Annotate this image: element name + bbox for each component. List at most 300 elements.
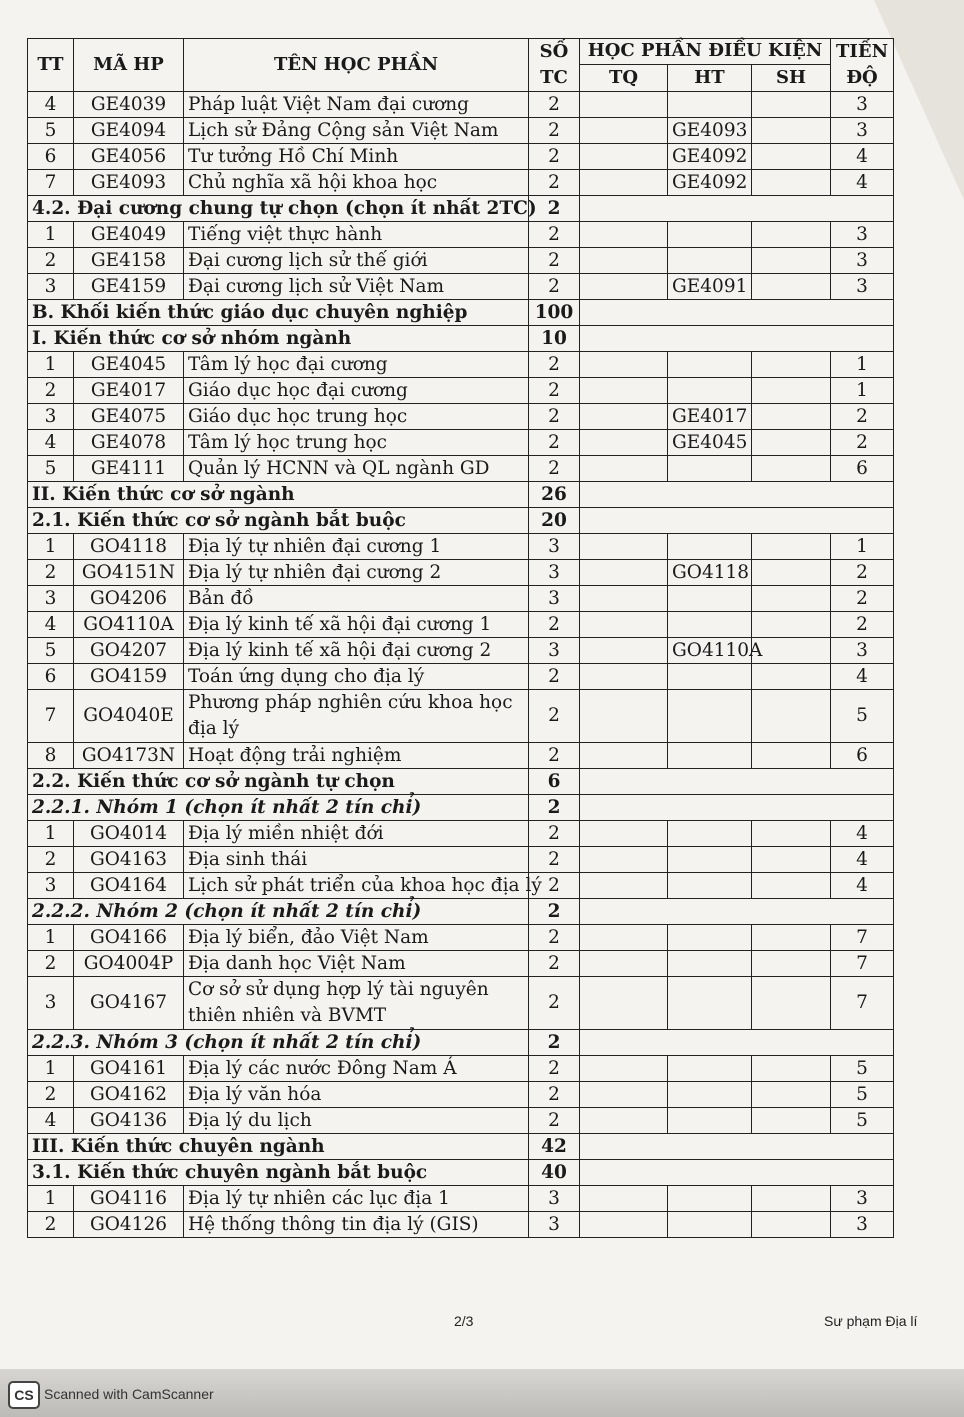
cell-ten-hp: Địa lý kinh tế xã hội đại cương 2 <box>184 638 529 664</box>
section-title: 2.2.1. Nhóm 1 (chọn ít nhất 2 tín chỉ) <box>28 795 529 821</box>
table-row <box>28 404 894 430</box>
cell-tq <box>580 873 668 899</box>
cell-tien-do: 3 <box>831 1186 894 1212</box>
cell-ten-hp: Địa lý du lịch <box>184 1108 529 1134</box>
table-row <box>28 586 894 612</box>
cell-tien-do: 2 <box>831 612 894 638</box>
section-empty-cell <box>580 326 894 352</box>
cell-tien-do: 5 <box>831 1082 894 1108</box>
cell-tien-do: 3 <box>831 274 894 300</box>
section-row <box>28 326 894 352</box>
cell-ht <box>668 925 752 951</box>
cell-sh <box>752 144 831 170</box>
cell-ht <box>668 456 752 482</box>
cell-so-tc: 2 <box>529 925 580 951</box>
cell-ht <box>668 1186 752 1212</box>
section-row <box>28 482 894 508</box>
section-title: 3.1. Kiến thức chuyên ngành bắt buộc <box>28 1160 529 1186</box>
cell-ten-hp: Hệ thống thông tin địa lý (GIS) <box>184 1212 529 1238</box>
cell-sh <box>752 534 831 560</box>
header-hp-dieu-kien: HỌC PHẦN ĐIỀU KIỆN <box>580 39 831 65</box>
cell-tien-do: 5 <box>831 1108 894 1134</box>
cell-tien-do: 3 <box>831 222 894 248</box>
cell-tq <box>580 821 668 847</box>
cell-ma-hp: GO4164 <box>74 873 184 899</box>
cell-so-tc: 3 <box>529 1186 580 1212</box>
cell-sh <box>752 222 831 248</box>
cell-ma-hp: GO4126 <box>74 1212 184 1238</box>
cell-tien-do: 1 <box>831 534 894 560</box>
cell-ht <box>668 352 752 378</box>
cell-ten-hp: Địa lý văn hóa <box>184 1082 529 1108</box>
section-credits: 2 <box>529 196 580 222</box>
cell-sh <box>752 925 831 951</box>
cell-so-tc: 3 <box>529 534 580 560</box>
section-empty-cell <box>580 508 894 534</box>
section-title: B. Khối kiến thức giáo dục chuyên nghiệp <box>28 300 529 326</box>
cell-ht: GE4091 <box>668 274 752 300</box>
header-tien-do: TIẾN ĐỘ <box>831 39 894 92</box>
cell-tt: 2 <box>28 248 74 274</box>
cell-so-tc: 2 <box>529 378 580 404</box>
section-title: I. Kiến thức cơ sở nhóm ngành <box>28 326 529 352</box>
table-row <box>28 743 894 769</box>
cell-ht <box>668 847 752 873</box>
cell-ma-hp: GO4136 <box>74 1108 184 1134</box>
cell-ten-hp: Chủ nghĩa xã hội khoa học <box>184 170 529 196</box>
table-row <box>28 248 894 274</box>
cell-tq <box>580 352 668 378</box>
cell-ma-hp: GO4166 <box>74 925 184 951</box>
header-ma-hp: MÃ HP <box>74 39 184 92</box>
cell-tq <box>580 534 668 560</box>
cell-tien-do: 5 <box>831 690 894 743</box>
table-row <box>28 1082 894 1108</box>
cell-ma-hp: GO4207 <box>74 638 184 664</box>
cell-tq <box>580 118 668 144</box>
cell-tt: 3 <box>28 977 74 1030</box>
cell-tien-do: 4 <box>831 170 894 196</box>
cell-ht: GO4110A <box>668 638 752 664</box>
section-empty-cell <box>580 899 894 925</box>
section-row <box>28 1134 894 1160</box>
cell-tien-do: 3 <box>831 92 894 118</box>
table-row <box>28 925 894 951</box>
cell-ten-hp: Hoạt động trải nghiệm <box>184 743 529 769</box>
table-row <box>28 560 894 586</box>
section-empty-cell <box>580 769 894 795</box>
cell-so-tc: 2 <box>529 664 580 690</box>
cell-sh <box>752 170 831 196</box>
cell-tt: 1 <box>28 352 74 378</box>
cell-so-tc: 2 <box>529 248 580 274</box>
cell-ten-hp: Giáo dục học trung học <box>184 404 529 430</box>
cell-ten-hp: Lịch sử Đảng Cộng sản Việt Nam <box>184 118 529 144</box>
cell-sh <box>752 586 831 612</box>
cell-so-tc: 2 <box>529 690 580 743</box>
cell-sh <box>752 1186 831 1212</box>
cell-tq <box>580 690 668 743</box>
cell-tt: 3 <box>28 873 74 899</box>
cell-tien-do: 4 <box>831 847 894 873</box>
cell-tq <box>580 1056 668 1082</box>
cell-sh <box>752 690 831 743</box>
cell-tt: 3 <box>28 586 74 612</box>
cell-ht <box>668 1108 752 1134</box>
cell-ten-hp: Phương pháp nghiên cứu khoa học địa lý <box>184 690 529 743</box>
cell-ten-hp: Địa lý các nước Đông Nam Á <box>184 1056 529 1082</box>
cell-sh <box>752 378 831 404</box>
cell-so-tc: 2 <box>529 222 580 248</box>
cell-tq <box>580 430 668 456</box>
cell-sh <box>752 1108 831 1134</box>
section-empty-cell <box>580 1160 894 1186</box>
section-credits: 42 <box>529 1134 580 1160</box>
section-empty-cell <box>580 1134 894 1160</box>
cell-ma-hp: GE4017 <box>74 378 184 404</box>
cell-tq <box>580 977 668 1030</box>
cell-sh <box>752 612 831 638</box>
table-row <box>28 664 894 690</box>
cell-so-tc: 2 <box>529 847 580 873</box>
cell-tien-do: 1 <box>831 352 894 378</box>
cell-tien-do: 6 <box>831 743 894 769</box>
cell-tq <box>580 847 668 873</box>
section-credits: 10 <box>529 326 580 352</box>
cell-so-tc: 3 <box>529 638 580 664</box>
cell-ten-hp: Địa lý kinh tế xã hội đại cương 1 <box>184 612 529 638</box>
section-title: 4.2. Đại cương chung tự chọn (chọn ít nhất 2TC) <box>28 196 529 222</box>
cell-ht <box>668 534 752 560</box>
cell-so-tc: 2 <box>529 951 580 977</box>
cell-tq <box>580 222 668 248</box>
cell-so-tc: 3 <box>529 586 580 612</box>
cell-tq <box>580 1108 668 1134</box>
cell-ma-hp: GE4045 <box>74 352 184 378</box>
cell-tien-do: 3 <box>831 638 894 664</box>
cell-tt: 3 <box>28 404 74 430</box>
cell-tq <box>580 925 668 951</box>
table-row <box>28 951 894 977</box>
cell-so-tc: 2 <box>529 274 580 300</box>
cell-ten-hp: Đại cương lịch sử Việt Nam <box>184 274 529 300</box>
cell-so-tc: 2 <box>529 430 580 456</box>
cell-tt: 4 <box>28 1108 74 1134</box>
table-row <box>28 847 894 873</box>
cell-tt: 5 <box>28 456 74 482</box>
cell-tien-do: 7 <box>831 951 894 977</box>
table-row <box>28 1108 894 1134</box>
cell-tt: 1 <box>28 222 74 248</box>
cell-tq <box>580 951 668 977</box>
cell-tien-do: 1 <box>831 378 894 404</box>
cell-ten-hp: Tâm lý học đại cương <box>184 352 529 378</box>
cell-tt: 7 <box>28 690 74 743</box>
section-credits: 2 <box>529 795 580 821</box>
cell-ma-hp: GO4173N <box>74 743 184 769</box>
header-ten-hp: TÊN HỌC PHẦN <box>184 39 529 92</box>
table-row <box>28 430 894 456</box>
cell-tq <box>580 1212 668 1238</box>
cell-tt: 2 <box>28 560 74 586</box>
cell-ma-hp: GE4094 <box>74 118 184 144</box>
cell-tien-do: 5 <box>831 1056 894 1082</box>
cell-ten-hp: Toán ứng dụng cho địa lý <box>184 664 529 690</box>
cell-ten-hp: Tiếng việt thực hành <box>184 222 529 248</box>
section-title: 2.2. Kiến thức cơ sở ngành tự chọn <box>28 769 529 795</box>
cell-sh <box>752 638 831 664</box>
cell-tien-do: 4 <box>831 873 894 899</box>
cell-tt: 5 <box>28 118 74 144</box>
cell-tt: 4 <box>28 92 74 118</box>
table-row <box>28 977 894 1030</box>
cell-ma-hp: GO4110A <box>74 612 184 638</box>
cell-ht <box>668 378 752 404</box>
table-row <box>28 1056 894 1082</box>
cell-so-tc: 2 <box>529 977 580 1030</box>
cell-tt: 5 <box>28 638 74 664</box>
cell-tt: 2 <box>28 1082 74 1108</box>
cell-sh <box>752 118 831 144</box>
cell-so-tc: 2 <box>529 821 580 847</box>
section-row <box>28 300 894 326</box>
cell-ma-hp: GO4116 <box>74 1186 184 1212</box>
cell-tt: 1 <box>28 821 74 847</box>
header-so-tc: SỐ TC <box>529 39 580 92</box>
table-row <box>28 274 894 300</box>
cell-tien-do: 4 <box>831 821 894 847</box>
cell-sh <box>752 1212 831 1238</box>
table-row <box>28 638 894 664</box>
cell-so-tc: 2 <box>529 1056 580 1082</box>
section-row <box>28 1160 894 1186</box>
cell-so-tc: 2 <box>529 118 580 144</box>
section-credits: 100 <box>529 300 580 326</box>
section-credits: 40 <box>529 1160 580 1186</box>
section-row <box>28 1030 894 1056</box>
cell-sh <box>752 847 831 873</box>
cell-ma-hp: GO4206 <box>74 586 184 612</box>
cell-tt: 1 <box>28 925 74 951</box>
cell-tt: 1 <box>28 1186 74 1212</box>
cell-tq <box>580 170 668 196</box>
cell-tq <box>580 248 668 274</box>
cell-ma-hp: GO4159 <box>74 664 184 690</box>
cell-so-tc: 2 <box>529 144 580 170</box>
cell-ht <box>668 690 752 743</box>
table-row <box>28 170 894 196</box>
cell-ht <box>668 977 752 1030</box>
cell-tq <box>580 664 668 690</box>
cell-tien-do: 4 <box>831 144 894 170</box>
section-title: II. Kiến thức cơ sở ngành <box>28 482 529 508</box>
section-title: 2.1. Kiến thức cơ sở ngành bắt buộc <box>28 508 529 534</box>
table-row <box>28 456 894 482</box>
cell-tt: 4 <box>28 612 74 638</box>
table-row <box>28 352 894 378</box>
cell-so-tc: 2 <box>529 873 580 899</box>
table-row <box>28 222 894 248</box>
cell-tq <box>580 378 668 404</box>
footer-title: Sư phạm Địa lí <box>824 1313 918 1329</box>
cell-ht <box>668 821 752 847</box>
cell-ma-hp: GO4161 <box>74 1056 184 1082</box>
cell-tt: 6 <box>28 144 74 170</box>
cell-sh <box>752 743 831 769</box>
section-credits: 2 <box>529 1030 580 1056</box>
cell-ten-hp: Địa danh học Việt Nam <box>184 951 529 977</box>
cell-ma-hp: GE4056 <box>74 144 184 170</box>
cell-so-tc: 2 <box>529 92 580 118</box>
cell-ht <box>668 222 752 248</box>
section-row <box>28 196 894 222</box>
curriculum-table-wrapper <box>27 38 893 1238</box>
cell-sh <box>752 274 831 300</box>
cell-ma-hp: GO4004P <box>74 951 184 977</box>
cell-ht <box>668 1212 752 1238</box>
cell-tq <box>580 274 668 300</box>
cell-ten-hp: Tư tưởng Hồ Chí Minh <box>184 144 529 170</box>
cell-ma-hp: GE4075 <box>74 404 184 430</box>
cell-ten-hp: Tâm lý học trung học <box>184 430 529 456</box>
cell-sh <box>752 352 831 378</box>
cell-ht: GE4092 <box>668 170 752 196</box>
cell-ma-hp: GO4014 <box>74 821 184 847</box>
cell-so-tc: 2 <box>529 1082 580 1108</box>
cell-tq <box>580 743 668 769</box>
cell-tt: 7 <box>28 170 74 196</box>
cell-tq <box>580 560 668 586</box>
cell-ma-hp: GE4093 <box>74 170 184 196</box>
table-row <box>28 690 894 743</box>
section-title: III. Kiến thức chuyên ngành <box>28 1134 529 1160</box>
cell-tq <box>580 456 668 482</box>
cell-so-tc: 3 <box>529 560 580 586</box>
cell-tt: 8 <box>28 743 74 769</box>
cell-tt: 2 <box>28 1212 74 1238</box>
cell-sh <box>752 430 831 456</box>
header-tt: TT <box>28 39 74 92</box>
cell-ma-hp: GE4158 <box>74 248 184 274</box>
table-row <box>28 1186 894 1212</box>
cell-so-tc: 2 <box>529 743 580 769</box>
cell-ht: GE4045 <box>668 430 752 456</box>
cell-ht <box>668 951 752 977</box>
table-row <box>28 534 894 560</box>
cell-ma-hp: GO4151N <box>74 560 184 586</box>
cell-sh <box>752 873 831 899</box>
cell-tien-do: 2 <box>831 586 894 612</box>
cell-ten-hp: Địa lý biển, đảo Việt Nam <box>184 925 529 951</box>
cell-ht: GE4017 <box>668 404 752 430</box>
cell-ma-hp: GE4111 <box>74 456 184 482</box>
cell-tien-do: 7 <box>831 977 894 1030</box>
cell-ten-hp: Địa lý tự nhiên các lục địa 1 <box>184 1186 529 1212</box>
cell-ht <box>668 586 752 612</box>
cell-ht <box>668 248 752 274</box>
table-row <box>28 612 894 638</box>
cell-ten-hp: Địa lý tự nhiên đại cương 1 <box>184 534 529 560</box>
cell-ma-hp: GO4040E <box>74 690 184 743</box>
cell-tt: 2 <box>28 378 74 404</box>
cell-tt: 1 <box>28 1056 74 1082</box>
section-credits: 26 <box>529 482 580 508</box>
cell-ma-hp: GE4159 <box>74 274 184 300</box>
section-title: 2.2.3. Nhóm 3 (chọn ít nhất 2 tín chỉ) <box>28 1030 529 1056</box>
cell-ht <box>668 1082 752 1108</box>
cell-so-tc: 2 <box>529 404 580 430</box>
section-empty-cell <box>580 482 894 508</box>
cell-tq <box>580 144 668 170</box>
header-sh: SH <box>752 64 831 91</box>
cell-ten-hp: Pháp luật Việt Nam đại cương <box>184 92 529 118</box>
section-credits: 6 <box>529 769 580 795</box>
cell-tt: 2 <box>28 951 74 977</box>
cell-ht <box>668 664 752 690</box>
cell-ten-hp: Địa sinh thái <box>184 847 529 873</box>
cell-ten-hp: Giáo dục học đại cương <box>184 378 529 404</box>
table-row <box>28 144 894 170</box>
cell-ten-hp: Lịch sử phát triển của khoa học địa lý <box>184 873 529 899</box>
header-tq: TQ <box>580 64 668 91</box>
cell-sh <box>752 664 831 690</box>
section-empty-cell <box>580 196 894 222</box>
cell-tq <box>580 404 668 430</box>
cell-tien-do: 6 <box>831 456 894 482</box>
cell-tien-do: 4 <box>831 664 894 690</box>
table-row <box>28 118 894 144</box>
cell-ten-hp: Địa lý tự nhiên đại cương 2 <box>184 560 529 586</box>
curriculum-table <box>27 38 894 1238</box>
cell-tt: 6 <box>28 664 74 690</box>
cell-tq <box>580 1186 668 1212</box>
cell-so-tc: 2 <box>529 456 580 482</box>
header-ht: HT <box>668 64 752 91</box>
table-row <box>28 821 894 847</box>
cell-so-tc: 2 <box>529 170 580 196</box>
cell-ma-hp: GO4167 <box>74 977 184 1030</box>
cell-sh <box>752 821 831 847</box>
cell-ma-hp: GO4163 <box>74 847 184 873</box>
cell-tq <box>580 1082 668 1108</box>
cell-tien-do: 7 <box>831 925 894 951</box>
cell-tq <box>580 92 668 118</box>
page-number: 2/3 <box>454 1313 474 1329</box>
cell-tien-do: 2 <box>831 430 894 456</box>
cell-so-tc: 3 <box>529 1212 580 1238</box>
cell-sh <box>752 404 831 430</box>
cell-ht: GE4093 <box>668 118 752 144</box>
section-row <box>28 795 894 821</box>
table-row <box>28 873 894 899</box>
cell-sh <box>752 1056 831 1082</box>
cell-so-tc: 2 <box>529 612 580 638</box>
cell-tt: 3 <box>28 274 74 300</box>
cell-tq <box>580 586 668 612</box>
cell-ten-hp: Địa lý miền nhiệt đới <box>184 821 529 847</box>
scanner-watermark: Scanned with CamScanner <box>44 1386 214 1402</box>
cell-sh <box>752 248 831 274</box>
cell-ht <box>668 612 752 638</box>
cell-ma-hp: GO4162 <box>74 1082 184 1108</box>
cell-sh <box>752 92 831 118</box>
section-credits: 20 <box>529 508 580 534</box>
cell-ten-hp: Đại cương lịch sử thế giới <box>184 248 529 274</box>
cell-tt: 2 <box>28 847 74 873</box>
cell-sh <box>752 560 831 586</box>
cell-tien-do: 2 <box>831 404 894 430</box>
section-empty-cell <box>580 795 894 821</box>
